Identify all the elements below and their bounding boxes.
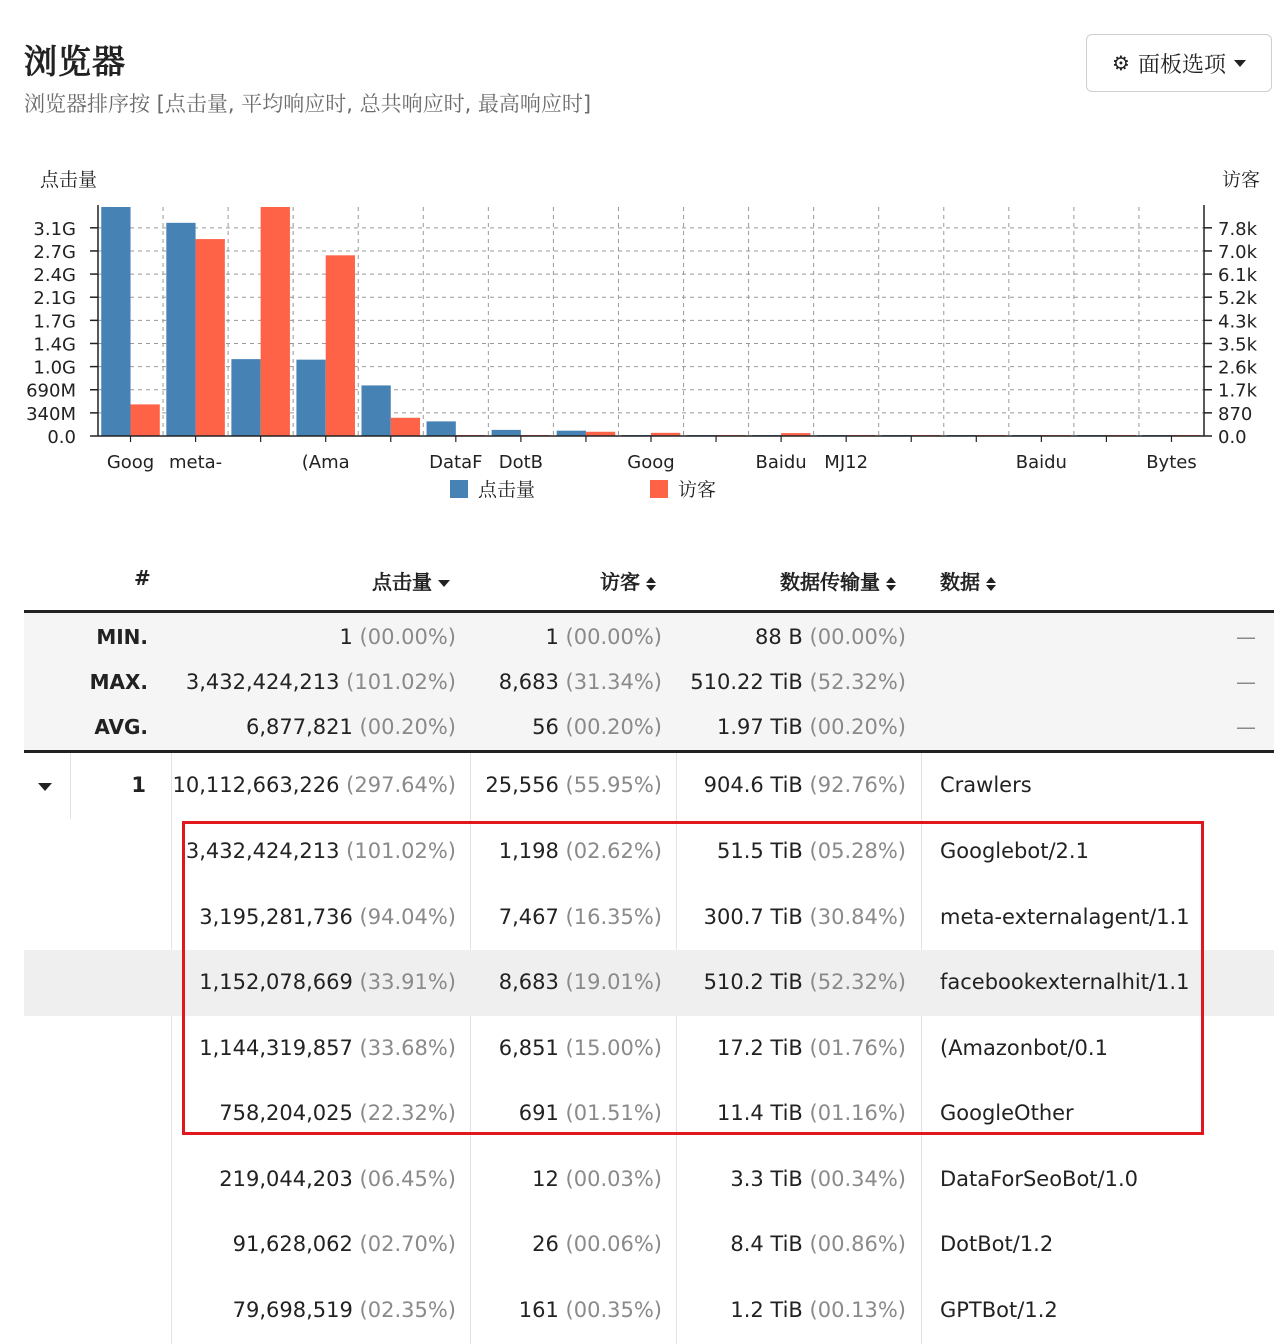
row-data: meta-externalagent/1.1 (940, 904, 1190, 929)
column-divider (470, 753, 471, 819)
left-tick-label: 2.1G (33, 288, 76, 310)
stat-visitors: 1 (00.00%) (545, 625, 662, 649)
stat-label: MAX. (89, 670, 148, 694)
sort-icon (986, 577, 996, 591)
column-divider (921, 1147, 922, 1213)
legend-label-hits: 点击量 (478, 479, 536, 501)
row-hits: 3,432,424,213 (101.02%) (185, 839, 456, 863)
gear-icon: ⚙ (1112, 51, 1130, 75)
column-divider (676, 753, 677, 819)
row-index: 1 (131, 773, 146, 797)
col-data-header[interactable] (940, 566, 996, 595)
row-hits: 758,204,025 (22.32%) (219, 1101, 456, 1125)
bar-visitors (196, 239, 225, 436)
col-hits-label: 点击量 (372, 570, 432, 594)
summary-stats (24, 613, 1274, 753)
row-visitors: 691 (01.51%) (518, 1101, 662, 1125)
row-hits: 1,144,319,857 (33.68%) (199, 1035, 456, 1060)
row-data: facebookexternalhit/1.1 (940, 970, 1190, 994)
row-bandwidth: 11.4 TiB (01.16%) (716, 1101, 906, 1125)
bar-hits (166, 223, 195, 436)
bar-visitors (326, 255, 355, 436)
stat-bandwidth: 88 B (00.00%) (755, 625, 906, 649)
legend-label-visitors: 访客 (678, 479, 717, 501)
right-axis-title: 访客 (1221, 169, 1260, 191)
stat-bandwidth: 1.97 TiB (00.20%) (716, 715, 906, 739)
column-divider (470, 1212, 471, 1278)
column-divider (921, 753, 922, 819)
stats-row (24, 705, 1274, 750)
x-tick-label: DotB (498, 452, 544, 473)
row-data: Googlebot/2.1 (940, 839, 1089, 863)
column-divider (921, 1278, 922, 1344)
row-hits: 1,152,078,669 (33.91%) (199, 970, 456, 994)
right-tick-label: 7.8k (1218, 218, 1258, 240)
row-hits: 79,698,519 (02.35%) (232, 1297, 456, 1322)
row-visitors: 25,556 (55.95%) (485, 773, 662, 797)
x-tick-label: Goog (106, 452, 155, 473)
row-data: GPTBot/1.2 (940, 1297, 1058, 1322)
col-hits-header[interactable] (372, 566, 450, 595)
stats-row (24, 660, 1274, 705)
column-divider (171, 753, 172, 819)
hits-visitors-bar-chart (24, 160, 1274, 520)
table-row[interactable] (24, 950, 1274, 1016)
bar-hits (492, 430, 521, 436)
stat-hits: 6,877,821 (00.20%) (245, 715, 456, 739)
column-divider (921, 819, 922, 885)
right-tick-label: 5.2k (1218, 288, 1258, 310)
stat-visitors: 8,683 (31.34%) (498, 670, 662, 694)
column-divider (470, 1278, 471, 1344)
stat-bandwidth: 510.22 TiB (52.32%) (690, 670, 906, 694)
column-divider (171, 1278, 172, 1344)
table-row[interactable] (24, 1016, 1274, 1082)
column-divider (470, 885, 471, 951)
row-data: DataForSeoBot/1.0 (940, 1166, 1139, 1191)
stat-label: AVG. (94, 715, 148, 739)
group-row-crawlers[interactable] (24, 753, 1274, 819)
x-tick-label: DataF (429, 452, 483, 473)
bar-visitors (391, 418, 420, 436)
row-data: Crawlers (940, 773, 1032, 797)
stats-row (24, 615, 1274, 660)
row-bandwidth: 300.7 TiB (30.84%) (703, 904, 906, 929)
right-tick-label: 6.1k (1218, 265, 1258, 287)
table-row[interactable] (24, 1081, 1274, 1147)
column-divider (171, 1147, 172, 1213)
row-hits: 219,044,203 (06.45%) (219, 1166, 456, 1191)
col-visitors-label: 访客 (600, 570, 640, 594)
column-divider (171, 1016, 172, 1082)
x-tick-label: Bytes (1146, 452, 1197, 473)
right-tick-label: 2.6k (1218, 357, 1258, 379)
right-tick-label: 4.3k (1218, 311, 1258, 333)
row-bandwidth: 17.2 TiB (01.76%) (716, 1035, 906, 1060)
bar-hits (361, 385, 390, 436)
column-divider (676, 1212, 677, 1278)
legend-swatch-visitors (650, 480, 668, 498)
x-tick-label: Baidu (755, 452, 807, 473)
row-bandwidth: 510.2 TiB (52.32%) (703, 970, 906, 994)
table-row[interactable] (24, 1278, 1274, 1344)
x-tick-label: Goog (627, 452, 675, 473)
col-index-header: # (134, 566, 151, 590)
row-visitors: 161 (00.35%) (518, 1297, 662, 1322)
left-tick-label: 340M (26, 403, 76, 425)
left-tick-label: 2.7G (33, 241, 76, 263)
row-hits: 3,195,281,736 (94.04%) (199, 904, 456, 929)
column-divider (70, 753, 71, 819)
row-bandwidth: 904.6 TiB (92.76%) (703, 773, 906, 797)
stat-dash: — (1236, 715, 1256, 739)
table-row[interactable] (24, 885, 1274, 951)
col-visitors-header[interactable] (600, 566, 656, 595)
column-divider (470, 819, 471, 885)
column-divider (676, 1147, 677, 1213)
column-divider (470, 1147, 471, 1213)
column-divider (676, 1081, 677, 1147)
column-divider (171, 1081, 172, 1147)
column-divider (676, 819, 677, 885)
bar-visitors (131, 404, 160, 436)
row-visitors: 12 (00.03%) (532, 1166, 662, 1191)
left-axis-title: 点击量 (40, 169, 98, 191)
left-tick-label: 1.0G (33, 357, 76, 379)
table-row[interactable] (24, 1147, 1274, 1213)
bar-hits (427, 421, 456, 436)
bar-hits (231, 359, 260, 436)
column-divider (921, 1081, 922, 1147)
bar-visitors (261, 207, 290, 436)
row-bandwidth: 3.3 TiB (00.34%) (730, 1166, 906, 1191)
left-tick-label: 690M (26, 380, 76, 402)
page-title: 浏览器 (24, 42, 126, 81)
expand-toggle-icon[interactable] (38, 783, 52, 791)
stat-label: MIN. (96, 625, 148, 649)
page-subtitle: 浏览器排序按 [点击量, 平均响应时, 总共响应时, 最高响应时] (24, 92, 592, 116)
row-bandwidth: 51.5 TiB (05.28%) (716, 839, 906, 863)
row-hits: 10,112,663,226 (297.64%) (172, 773, 456, 797)
x-tick-label: Baidu (1015, 452, 1067, 473)
column-divider (676, 1016, 677, 1082)
left-tick-label: 0.0 (47, 427, 76, 448)
row-visitors: 7,467 (16.35%) (498, 904, 662, 929)
left-tick-label: 1.4G (33, 334, 76, 356)
table-header (24, 548, 1274, 613)
row-data: DotBot/1.2 (940, 1232, 1054, 1256)
row-visitors: 26 (00.06%) (532, 1232, 662, 1256)
row-data: (Amazonbot/0.1 (940, 1035, 1108, 1060)
left-tick-label: 2.4G (33, 265, 76, 287)
right-tick-label: 1.7k (1218, 380, 1258, 402)
column-divider (470, 1016, 471, 1082)
column-divider (676, 1278, 677, 1344)
column-divider (171, 819, 172, 885)
bar-hits (557, 431, 586, 436)
stat-dash: — (1236, 670, 1256, 694)
x-tick-label: meta- (168, 452, 223, 473)
panel-options-label: 面板选项 (1137, 52, 1226, 78)
column-divider (921, 1016, 922, 1082)
caret-down-icon (1234, 60, 1246, 67)
panel-options-button[interactable] (1086, 34, 1272, 92)
stat-hits: 1 (00.00%) (339, 625, 456, 649)
right-tick-label: 3.5k (1218, 334, 1258, 356)
sort-icon (886, 577, 896, 591)
stat-dash: — (1236, 625, 1256, 649)
column-divider (470, 1081, 471, 1147)
right-tick-label: 870 (1218, 403, 1253, 425)
right-tick-label: 7.0k (1218, 241, 1258, 263)
stat-hits: 3,432,424,213 (101.02%) (185, 670, 456, 694)
x-tick-label: MJ12 (824, 452, 869, 473)
row-data: GoogleOther (940, 1101, 1074, 1125)
table-row[interactable] (24, 1212, 1274, 1278)
col-bandwidth-header[interactable] (780, 566, 896, 595)
column-divider (921, 885, 922, 951)
column-divider (676, 885, 677, 951)
sort-icon (646, 577, 656, 591)
left-tick-label: 3.1G (33, 218, 76, 240)
row-bandwidth: 1.2 TiB (00.13%) (730, 1297, 906, 1322)
right-tick-label: 0.0 (1218, 427, 1247, 448)
column-divider (171, 1212, 172, 1278)
row-visitors: 8,683 (19.01%) (498, 970, 662, 994)
row-visitors: 1,198 (02.62%) (498, 839, 662, 863)
row-visitors: 6,851 (15.00%) (498, 1035, 662, 1060)
col-bandwidth-label: 数据传输量 (780, 570, 880, 594)
row-bandwidth: 8.4 TiB (00.86%) (730, 1232, 906, 1256)
legend-swatch-hits (450, 480, 468, 498)
left-tick-label: 1.7G (33, 311, 76, 333)
col-data-label: 数据 (940, 570, 980, 594)
sort-desc-icon (438, 580, 450, 587)
x-tick-label: (Ama (301, 452, 350, 473)
table-row[interactable] (24, 819, 1274, 885)
column-divider (171, 885, 172, 951)
bar-hits (296, 360, 325, 436)
stat-visitors: 56 (00.20%) (532, 715, 662, 739)
row-hits: 91,628,062 (02.70%) (232, 1232, 456, 1256)
column-divider (921, 1212, 922, 1278)
bar-hits (101, 207, 130, 436)
